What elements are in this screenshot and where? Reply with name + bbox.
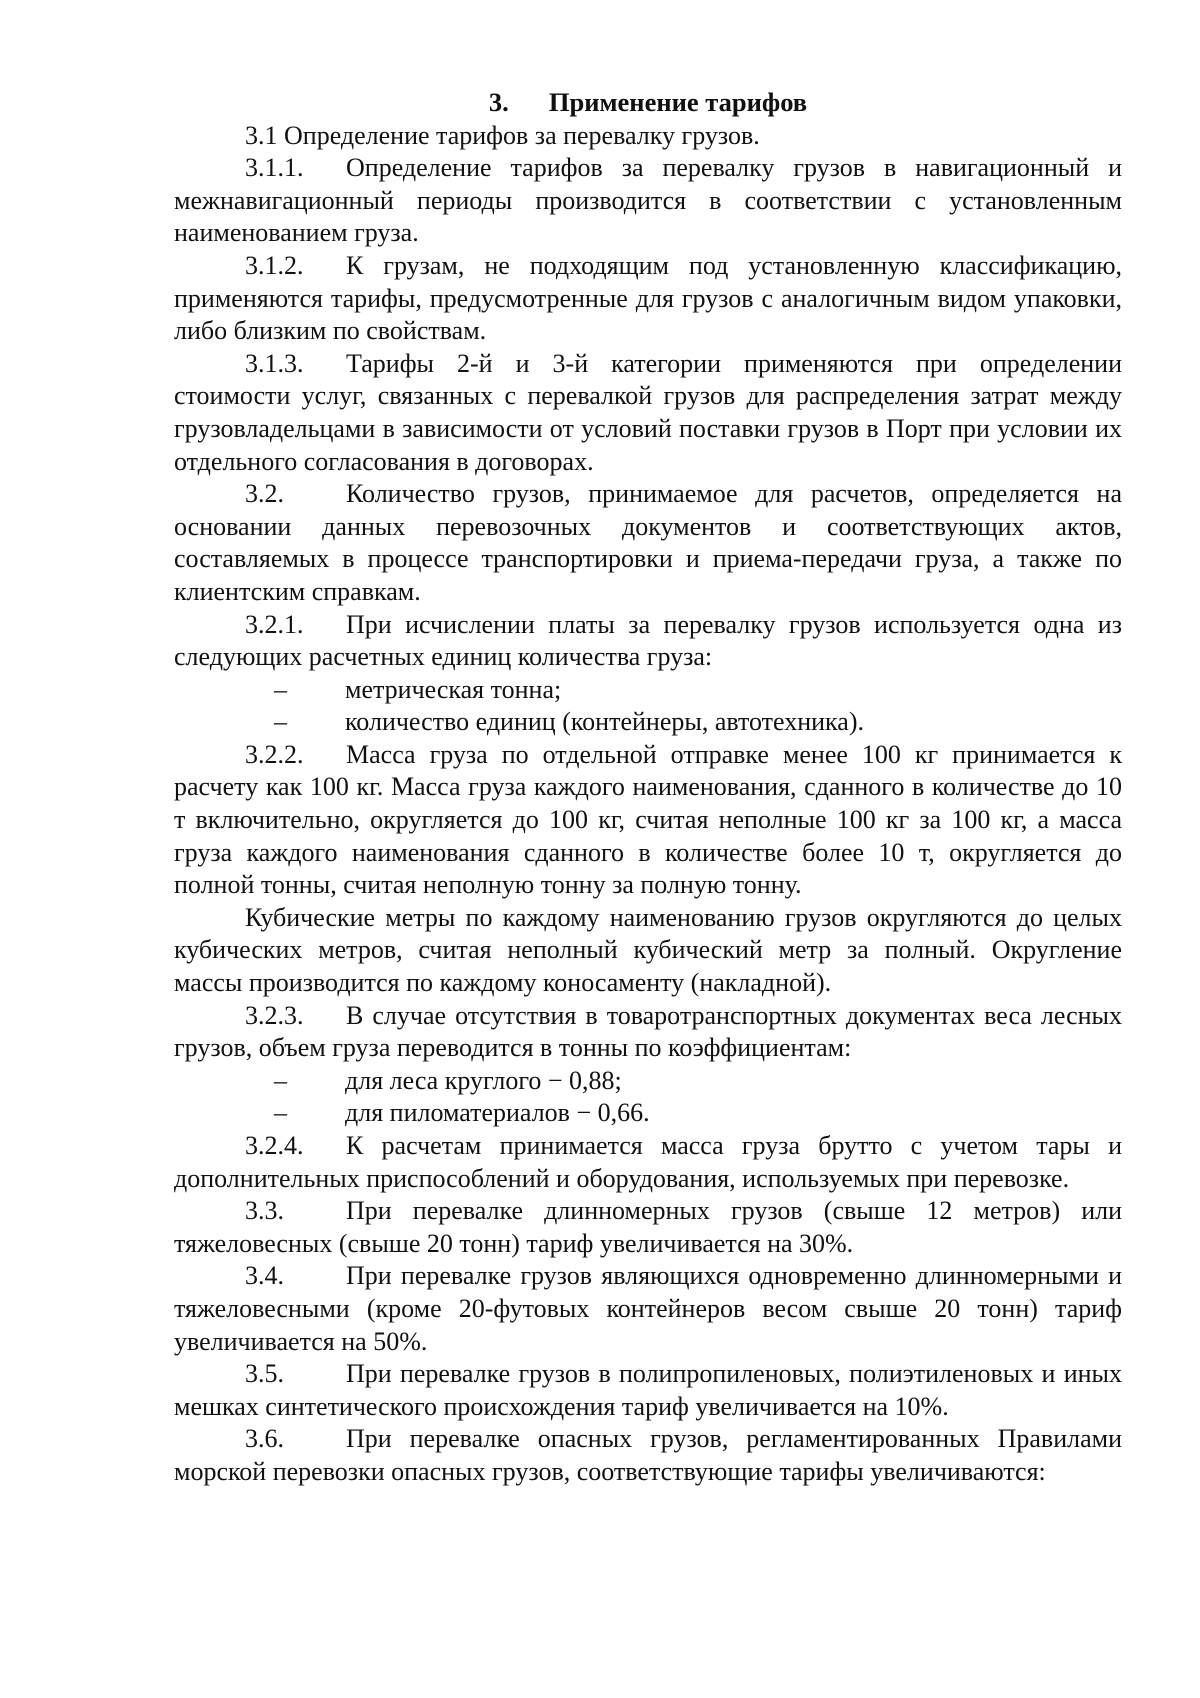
dash-bullet: – [274, 1065, 287, 1095]
paragraph-cubic-meters [174, 902, 1122, 1000]
paragraph-text: 3.1 Определение тарифов за перевалку грузов. [245, 120, 760, 150]
paragraph-text: Тарифы 2-й и 3-й категории применяются при определении стоимости услуг, связанных с перевалкой грузов для распределения затрат между грузовладельцами в зависимости от условий поставки грузов в Порт при условии их отдельного согласования в договорах. [174, 348, 1122, 476]
paragraph-3-2-1 [174, 609, 1122, 674]
paragraph-3-1-3 [174, 348, 1122, 478]
clause-number: 3.1.2. [245, 250, 304, 280]
paragraph-3-1-2 [174, 250, 1122, 348]
list-item-unit-2 [174, 706, 1122, 739]
paragraph-text: Количество грузов, принимаемое для расчетов, определяется на основании данных перевозочных документов и соответствующих актов, составляемых в процессе транспортировки и приема-передачи груза, а также по клиентским справкам. [174, 479, 1122, 606]
dash-bullet: – [274, 707, 287, 737]
clause-number: 3.2.1. [245, 609, 304, 639]
paragraph-text: К грузам, не подходящим под установленную классификацию, применяются тарифы, предусмотренные для грузов с аналогичным видом упаковки, либо близким по свойствам. [174, 250, 1122, 346]
list-item-text: количество единиц (контейнеры, автотехника). [345, 707, 864, 737]
paragraph-3-4 [174, 1260, 1122, 1358]
clause-number: 3.1.3. [245, 348, 304, 378]
clause-number: 3.1.1. [245, 153, 304, 183]
section-number: 3. [488, 87, 509, 117]
paragraph-3-2-3 [174, 1000, 1122, 1065]
paragraph-3-2-2 [174, 739, 1122, 902]
section-title [174, 86, 1122, 119]
clause-number: 3.2.2. [245, 739, 304, 769]
clause-number: 3.6. [245, 1424, 284, 1454]
list-item-unit-1 [174, 674, 1122, 707]
list-item-text: для пиломатериалов − 0,66. [345, 1098, 650, 1128]
list-item-text: метрическая тонна; [345, 674, 562, 704]
list-item-coef-1 [174, 1065, 1122, 1098]
paragraph-3-3 [174, 1195, 1122, 1260]
paragraph-text: Масса груза по отдельной отправке менее 100 кг принимается к расчету как 100 кг. Масса груза каждого наименования, сданного в количестве до 10 т включительно, округляется до 100 кг, считая неполные 100 кг за 100 кг, а масса груза каждого наименования сданного в количестве более 10 т, округляется до полной тонны, считая неполную тонну за полную тонну. [174, 739, 1122, 900]
list-item-coef-2 [174, 1097, 1122, 1130]
list-item-text: для леса круглого − 0,88; [345, 1065, 622, 1095]
clause-number: 3.4. [245, 1261, 284, 1291]
paragraph-text: Кубические метры по каждому наименованию грузов округляются до целых кубических метров, считая неполный кубический метр за полный. Округление массы производится по каждому коносаменту (накладной). [174, 902, 1122, 998]
paragraph-text: При перевалке грузов являющихся одновременно длинномерными и тяжеловесными (кроме 20-футовых контейнеров весом свыше 20 тонн) тариф увеличивается на 50%. [174, 1261, 1122, 1356]
section-heading: Применение тарифов [548, 87, 808, 117]
paragraph-text: При перевалке длинномерных грузов (свыше 12 метров) или тяжеловесных (свыше 20 тонн) тариф увеличивается на 30%. [174, 1196, 1122, 1258]
dash-bullet: – [274, 1098, 287, 1128]
dash-bullet: – [274, 674, 287, 704]
paragraph-text: В случае отсутствия в товаротранспортных документах веса лесных грузов, объем груза переводится в тонны по коэффициентам: [174, 1000, 1122, 1063]
clause-number: 3.2.4. [245, 1131, 304, 1160]
paragraph-3-5 [174, 1358, 1122, 1423]
paragraph-3-6 [174, 1423, 1122, 1488]
document-page [174, 86, 1122, 1489]
paragraph-3-1-1 [174, 152, 1122, 250]
clause-number: 3.2.3. [245, 1000, 304, 1030]
paragraph-text: При исчислении платы за перевалку грузов используется одна из следующих расчетных единиц количества груза: [174, 609, 1122, 672]
paragraph-text: К расчетам принимается масса груза брутто с учетом тары и дополнительных приспособлений и оборудования, используемых при перевозке. [174, 1131, 1122, 1193]
paragraph-text: Определение тарифов за перевалку грузов в навигационный и межнавигационный периоды производится в соответствии с установленным наименованием груза. [174, 153, 1122, 248]
paragraph-3-2-4 [174, 1130, 1122, 1195]
clause-number: 3.2. [245, 479, 284, 509]
clause-number: 3.5. [245, 1359, 284, 1389]
paragraph-text: При перевалке грузов в полипропиленовых, полиэтиленовых и иных мешках синтетического происхождения тариф увеличивается на 10%. [174, 1359, 1122, 1421]
clause-number: 3.3. [245, 1196, 284, 1226]
paragraph-text: При перевалке опасных грузов, регламентированных Правилами морской перевозки опасных грузов, соответствующие тарифы увеличиваются: [174, 1424, 1122, 1486]
paragraph-3-1 [174, 120, 1122, 153]
paragraph-3-2 [174, 478, 1122, 608]
